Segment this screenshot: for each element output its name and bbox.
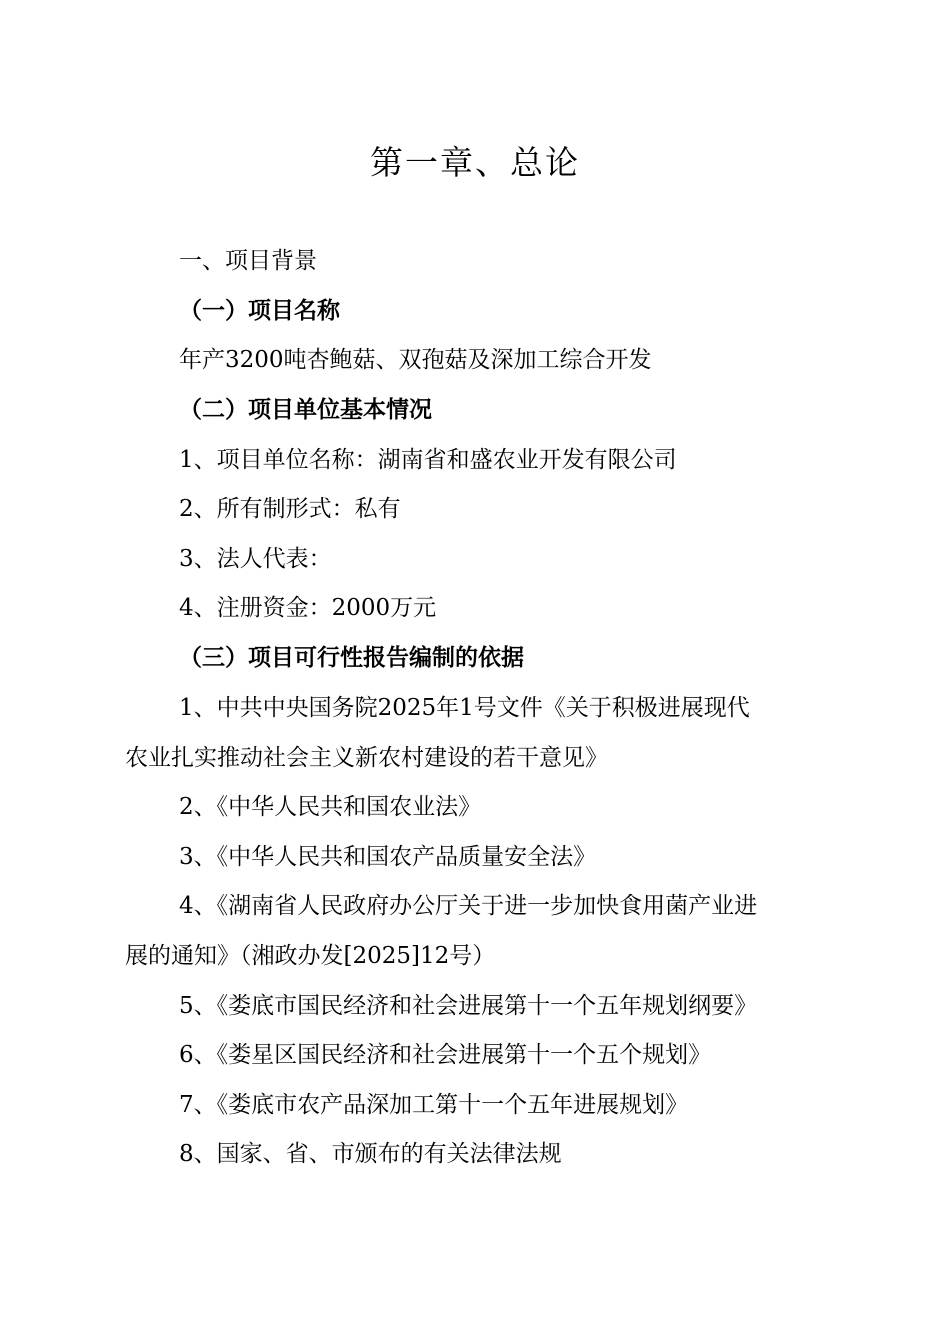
chapter-title: 第一章、总论: [370, 143, 580, 182]
basis-item-line: 5、《娄底市国民经济和社会进展第十一个五年规划纲要》: [179, 993, 758, 1019]
basis-item-line-continued: 农业扎实推动社会主义新农村建设的若干意见》: [125, 745, 608, 771]
unit-info-item: 2、所有制形式：私有: [179, 496, 401, 522]
project-name-text: 年产3200吨杏鲍菇、双孢菇及深加工综合开发: [179, 347, 652, 373]
basis-item-line: 4、《湖南省人民政府办公厅关于进一步加快食用菌产业进: [179, 893, 758, 919]
subsection-heading-project-name: （一）项目名称: [179, 297, 340, 324]
subsection-heading-basis: （三）项目可行性报告编制的依据: [179, 644, 524, 671]
basis-item-line-continued: 展的通知》（湘政办发[2025]12号）: [125, 943, 496, 969]
basis-item-line: 8、国家、省、市颁布的有关法律法规: [179, 1141, 562, 1167]
unit-info-item: 4、注册资金：2000万元: [179, 595, 437, 621]
basis-item-line: 6、《娄星区国民经济和社会进展第十一个五个规划》: [179, 1042, 712, 1068]
unit-info-item: 3、法人代表：: [179, 546, 332, 572]
basis-item-line: 2、《中华人民共和国农业法》: [179, 794, 482, 820]
unit-info-item: 1、项目单位名称：湖南省和盛农业开发有限公司: [179, 447, 677, 473]
section-heading: 一、项目背景: [179, 248, 317, 274]
basis-item-line: 1、中共中央国务院2025年1号文件《关于积极进展现代: [179, 695, 750, 721]
basis-item-line: 7、《娄底市农产品深加工第十一个五年进展规划》: [179, 1092, 689, 1118]
subsection-heading-unit-info: （二）项目单位基本情况: [179, 396, 432, 423]
basis-item-line: 3、《中华人民共和国农产品质量安全法》: [179, 844, 597, 870]
